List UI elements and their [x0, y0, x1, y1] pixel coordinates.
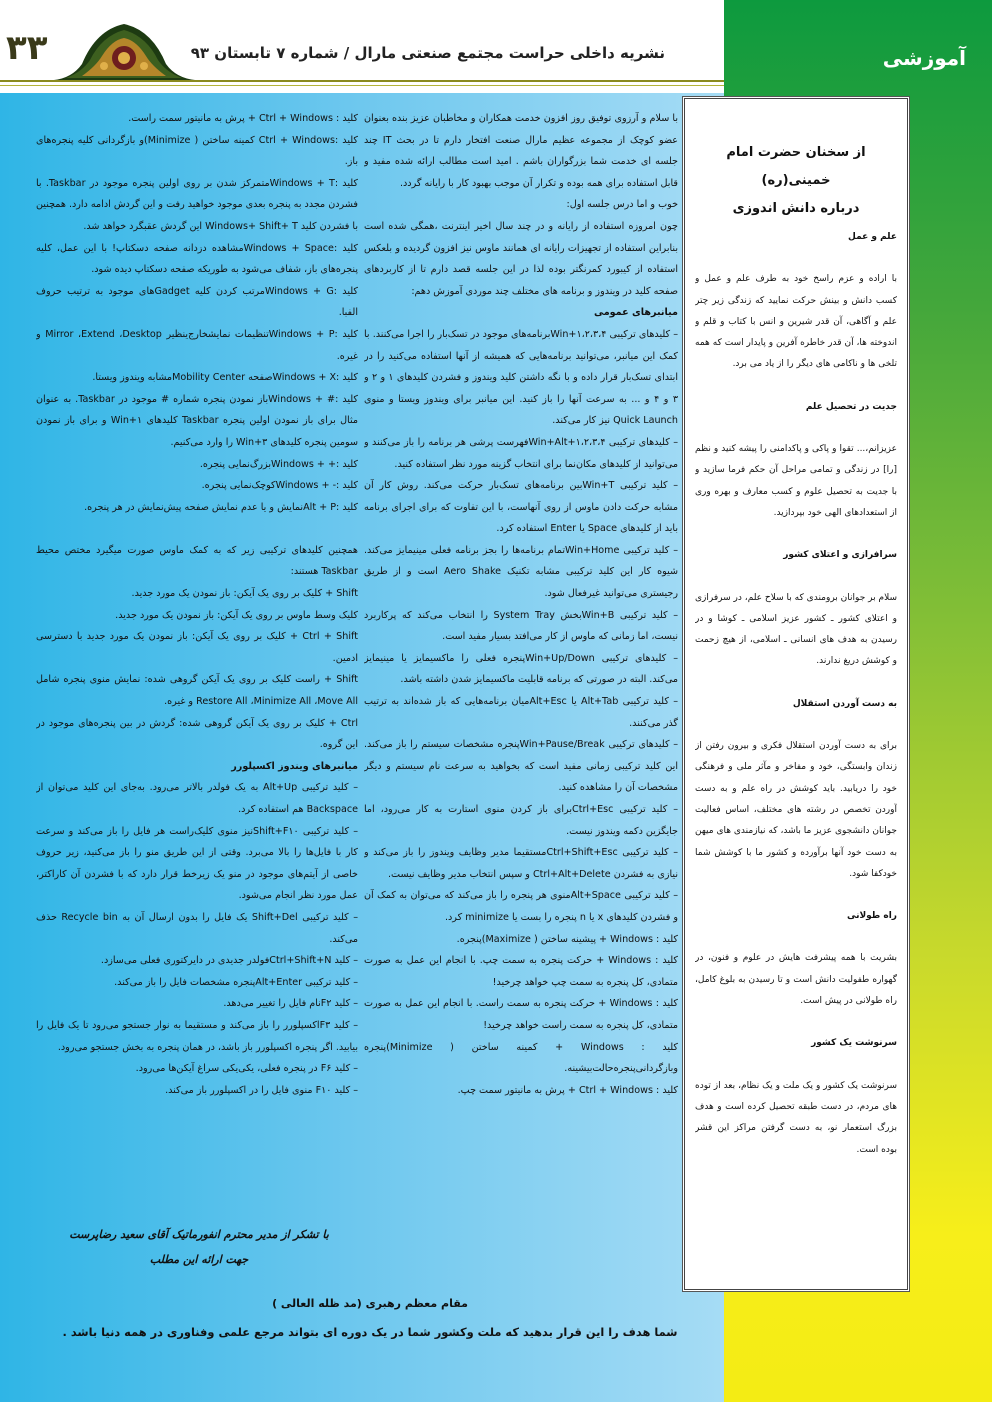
section-label: آموزشی	[882, 46, 966, 70]
paragraph: کلید : Windows + پیشینه ساختن ( Maximize)پنجره.	[456, 933, 678, 945]
paragraph: – کلید F۱۰ منوی فایل را در اکسپلورر باز می‌کند.	[165, 1084, 358, 1096]
paragraph	[36, 518, 358, 540]
paragraph: – کلید ترکیبی Alt+Tab یا Alt+Escمیان برنامه‌هایی که باز شده‌اند به ترتیب گذر می‌کنند.	[364, 696, 678, 729]
paragraph: – کلید ترکیبی Ctrl+Escبرای باز کردن منوی استارت به کار می‌رود، اما جایگزین دکمه ویندوز نیست.	[364, 804, 678, 837]
sidebar-quote-box	[684, 98, 908, 1290]
paragraph: – کلید F۳اکسپلورر را باز می‌کند و مستقیما به نوار جستجو می‌رود تا یک فایل را بیابید. اگر پنجره اکسپلورر باز باشد، در همان پنجره به بخش جستجو می‌رود.	[36, 1019, 358, 1053]
paragraph: – کلید ترکیبی Shift+F۱۰نیز منوی کلیک‌راست هر فایل را باز می‌کند و سرعت کار با فایل‌ها را بالا می‌برد. وقتی از این طریق منو را باز می‌کنید، زیر حروف خاصی از آیتم‌های موجود در منو یک زیرخط قرار دارد که با فشردن آن کاراکتر، عمل مورد نظر انجام می‌شود.	[36, 825, 358, 902]
paragraph: – کلید F۲نام فایل را تغییر می‌دهد.	[223, 998, 358, 1010]
box-body	[695, 227, 897, 1267]
paragraph: کلیک وسط ماوس بر روی یک آیکن: باز نمودن یک مورد جدید.	[115, 609, 358, 621]
box-section-body: برای به دست آوردن استقلال فکری و بیرون رفتن از زندان وابستگی، خود و مفاخر و مآثر ملی و فرهنگی خود را دریابید. باید کوشش در راه علم و به دست آوردن تخصص در رشته های مختلف، اساس فعالیت جوانان دانشجوی عزیز ما باشد، که نیازمندی های میهن به دست خود آنها برآورده و کشور ما با کوشش شما خودکفا شود.	[695, 741, 897, 879]
paragraph: – کلید ترکیبی Win+Bبخش System Tray را انتخاب می‌کند که پرکاربرد نیست، اما زمانی که ماوس از کار می‌افتد بسیار مفید است.	[364, 609, 678, 643]
box-section-heading: به دست آوردن استقلال	[792, 698, 897, 709]
paragraph: کلید :Windows + Xصفحه Mobility Centerمشابه ویندوز ویستا.	[92, 372, 358, 384]
box-section	[695, 545, 897, 672]
paragraph: – کلید F۶ در پنجره فعلی، یکی‌یکی سراغ آیکن‌ها می‌رود.	[135, 1063, 358, 1075]
paragraph: با سلام و آرزوی توفیق روز افزون خدمت همکاران و مخاطبان عزیز بنده بعنوان عضو کوچک از مجموعه عظیم مارال صنعت افتخار دارم تا در بحث IT چند جلسه ای خدمت شما بزرگواران باشم . امید است مطالب ارائه شده مفید و قابل استفاده برای همه بوده و تکرار آن موجب بهبود کار با رایانه گردد.	[364, 113, 678, 189]
box-section-body: با اراده و عزم راسخ خود به طرف علم و عمل و کسب دانش و بینش حرکت نمایید که زندگی زیر چتر علم و آگاهی، آن قدر شیرین و انس با کتاب و قلم و اندوخته ها، آن قدر خاطره آفرین و پایدار است که همه تلخی ها و ناکامی های دیگر را از یاد می برد.	[695, 274, 897, 370]
acknowledgement-line: جهت ارائه این مطلب	[149, 1253, 249, 1266]
paragraph: کلید :Windows + Gمرتب کردن کلیه Gadgetهای موجود به ترتیب حروف الفبا.	[36, 285, 358, 319]
box-section	[695, 227, 897, 376]
paragraph: – کلید ترکیبی Win+Homeتمام برنامه‌ها را بجز برنامه فعلی مینیمایز می‌کند. شیوه کار این کلید ترکیبی مشابه تکنیک Aero Shake است و از طریق رجیستری می‌توانید غیرفعال شود.	[364, 544, 678, 600]
paragraph: کلید :Windows + Spaceمشاهده دزدانه صفحه دسکتاپ! با این عمل، کلیه پنجره‌های باز، شفاف می‌شود به طوریکه صفحه دسکتاپ دیده شود.	[36, 242, 358, 276]
paragraph: کلید : Windows + حرکت پنجره به سمت چپ. با انجام این عمل به صورت متمادی، کل پنجره به سمت چپ خواهد چرخید!	[364, 955, 678, 988]
paragraph: کلید :# + Windowsباز نمودن پنجره شماره # موجود در Taskbar. به عنوان مثال برای باز نمودن اولین پنجره Taskbar کلیدهای Win+۱ و برای باز نمودن سومین پنجره کلیدهای Win+۳ را وارد می‌کنیم.	[36, 393, 358, 448]
box-section	[695, 397, 897, 524]
paragraph: – کلید Ctrl+Shift+Nفولدر جدیدی در دایرکتوری فعلی می‌سازد.	[100, 955, 358, 967]
paragraph: کلید :Alt + Pنمایش و یا عدم نمایش صفحه پیش‌نمایش در هر پنجره.	[84, 501, 358, 513]
article-column-right	[364, 108, 678, 1268]
paragraph: – کلید ترکیبی Alt+Up به یک فولدر بالاتر می‌رود. به‌جای این کلید می‌توان از Backspace هم استفاده کرد.	[36, 782, 358, 815]
paragraph: – کلید ترکیبی Ctrl+Shift+Escمستقیما مدیر وظایف ویندوز را باز می‌کند و نیازی به فشردن Ctrl+Alt+Delete و سپس انتخاب مدیر وظایف نیست.	[364, 847, 678, 880]
box-section-heading: سرافرازی و اعتلای کشور	[783, 550, 897, 561]
box-title	[693, 139, 899, 223]
paragraph: – کلید ترکیبی Win+Tبین برنامه‌های تسک‌بار حرکت می‌کند. روش کار آن مشابه حرکت دادن ماوس از روی آنهاست، با این تفاوت که برای اجرای برنامه باید از کلیدهای Space یا Enter استفاده کرد.	[364, 480, 678, 535]
box-section-body: سلام بر جوانان برومندی که با سلاح علم، در سرفرازی و اعتلای کشور ـ کشور عزیز اسلامی ـ کوشا و در رسیدن به هدف های انسانی ـ اسلامی، از هیچ زحمت و کوشش دریغ ندارند.	[695, 592, 897, 667]
paragraph: Shift + راست کلیک بر روی یک آیکن گروهی شده: نمایش منوی پنجره شامل Restore All ،Minimize All ،Move All و غیره.	[36, 674, 358, 708]
article-column-left	[36, 108, 358, 1268]
paragraph: – کلید ترکیبی Alt+Enterپنجره مشخصات فایل را باز می‌کند.	[114, 976, 358, 988]
box-section	[695, 694, 897, 885]
paragraph: خوب و اما درس جلسه اول:	[566, 199, 678, 211]
header-rule-thin	[0, 85, 724, 86]
paragraph: کلید :Windows + Pتنظیمات نمایشخارج‌ینظیر Mirror ،Extend ،Desktop و غیره.	[36, 328, 358, 362]
box-title-line: درباره دانش اندوزی	[732, 201, 860, 216]
paragraph: همچنین کلیدهای ترکیبی زیر که به کمک ماوس صورت میگیرد مختص محیط Taskbar هستند:	[36, 544, 358, 578]
page-number: ۳۳	[6, 28, 48, 68]
section-heading: میانبرهای ویندوز اکسپلورر	[231, 760, 358, 772]
acknowledgement	[40, 1222, 358, 1272]
paragraph: کلید :Windows + Tمتمرکز شدن بر روی اولین پنجره موجود در Taskbar. با فشردن مجدد به پنجره بعدی موجود خواهید رفت و این گردش ادامه دارد. همچنین با فشردن کلید Windows+ Shift+ T این گردش عقبگرد خواهد شد.	[36, 177, 358, 232]
quote-text: شما هدف را این قرار بدهید که ملت وکشور شما در یک دوره ای بتواند مرجع علمی وفناوری در همه دنیا باشد .	[62, 1325, 678, 1339]
paragraph: – کلیدهای ترکیبی Win+۱،۲،۳،۴برنامه‌های موجود در تسک‌بار را اجرا می‌کنند. با کمک این میانبر، می‌توانید برنامه‌هایی که همیشه از آنها استفاده می‌کنید را در ابتدای تسک‌بار قرار داده و با نگه داشتن کلید ویندوز و فشردن کلیدهای ۱ و ۲ و ۳ و ۴ و ... به سرعت آنها را باز کنید. این میانبر برای ویندوز ویستا و منوی Quick Launch نیز کار می‌کند.	[364, 328, 678, 427]
paragraph: Ctrl + Shift + کلیک بر روی یک آیکن: باز نمودن یک مورد جدید با دسترسی ادمین.	[36, 631, 358, 664]
paragraph: – کلیدهای ترکیبی Win+Pause/Breakپنجره مشخصات سیستم را باز می‌کند. این کلید ترکیبی زمانی مفید است که بخواهید به سرعت نام سیستم و دیگر مشخصات آن را مشاهده کنید.	[364, 739, 678, 794]
box-title-line: از سخنان حضرت امام خمینی(ره)	[726, 145, 866, 188]
paragraph: کلید : Windows + کمینه ساختن ( Minimize)پنجره وبازگردانی‌پنجره‌حالت‌بیشینه.	[364, 1041, 678, 1075]
paragraph: – کلید ترکیبی Alt+Spaceمنوی هر پنجره را باز می‌کند که می‌توان به کمک آن و فشردن کلیدهای x یا n پنجره را بست یا minimize کرد.	[364, 890, 678, 923]
box-section-body: بشریت با همه پیشرفت هایش در علوم و فنون، در گهواره طفولیت دانش است و تا رسیدن به بلوغ کامل، راه طولانی در پیش است.	[695, 953, 897, 1007]
paragraph: کلید : Ctrl + Windows + پرش به مانیتور سمت راست.	[128, 113, 358, 124]
paragraph: کلید : Ctrl + Windows + پرش به مانیتور سمت چپ.	[457, 1084, 678, 1096]
box-section-heading: راه طولانی	[846, 911, 897, 922]
paragraph: – کلیدهای ترکیبی Win+Alt+۱،۲،۳،۴فهرست پرشی هر برنامه را باز می‌کنند و می‌توانید از کلیدهای مکان‌نما برای انتخاب گزینه مورد نظر استفاده کنید.	[364, 436, 678, 470]
box-section-body: سرنوشت یک کشور و یک ملت و یک نظام، بعد از توده های مردم، در دست طبقه تحصیل کرده است و هدف بزرگ استعمار نو، به دست گرفتن مراکز این قشر بوده است.	[695, 1080, 897, 1155]
paragraph: کلید :Ctrl + Windows کمینه ساختن ( Minimize)و بازگردانی کلیه پنجره‌های باز.	[36, 134, 358, 168]
paragraph: – کلیدهای ترکیبی Win+Up/Downپنجره فعلی را ماکسیمایز یا مینیمایز می‌کند. البته در صورتی که برنامه قابلیت ماکسیمایز شدن داشته باشد.	[364, 652, 678, 686]
masthead-title: نشریه داخلی حراست مجتمع صنعتی مارال / شماره ۷ تابستان ۹۳	[190, 44, 665, 62]
box-section-heading: جدیت در تحصیل علم	[805, 401, 897, 412]
paragraph: کلید : Windows + حرکت پنجره به سمت راست. با انجام این عمل به صورت متمادی، کل پنجره به سمت راست خواهد چرخید!	[364, 998, 678, 1031]
paragraph: چون امروزه استفاده از رایانه و در چند سال اخیر اینترنت ،همگی شده است بنابراین استفاده از تجهیزات رایانه ای همانند ماوس نیز افزون گردیده و بلعکس استفاده از کیبورد کمرنگتر بوده لذا در این جلسه قصد دارم تا از کاربردهای صفحه کلید در ویندوز و برنامه های مختلف چند موردی آموزش دهم:	[364, 220, 678, 297]
header-rule	[0, 80, 724, 82]
box-section-heading: سرنوشت یک کشور	[811, 1038, 897, 1049]
paragraph: Shift + کلیک بر روی یک آیکن: باز نمودن یک مورد جدید.	[131, 588, 358, 600]
paragraph: کلید :- + Windowsکوچک‌نمایی پنجره.	[201, 480, 358, 492]
paragraph: – کلید ترکیبی Shift+Del یک فایل را بدون ارسال آن به Recycle bin حذف می‌کند.	[36, 911, 358, 945]
box-section	[695, 906, 897, 1012]
paragraph: Ctrl + کلیک بر روی یک آیکن گروهی شده: گردش در بین پنجره‌های موجود در این گروه.	[36, 717, 358, 751]
section-heading: میانبرهای عمومی	[594, 307, 678, 319]
box-section-heading: علم و عمل	[848, 232, 897, 242]
paragraph: کلید :+ + Windowsبزرگ‌نمایی پنجره.	[199, 458, 358, 470]
acknowledgement-line: با تشکر از مدیر محترم انفورماتیک آقای سعید رضاپرست	[69, 1228, 329, 1241]
box-section	[695, 1033, 897, 1160]
quote-attribution: مقام معظم رهبری (مد ظله العالی )	[272, 1297, 468, 1310]
box-section-body: عزیزانم،... تقوا و پاکی و پاکدامنی را پیشه کنید و نظم [را] در زندگی و تمامی مراحل آن حکم فرما سازید و با جدیت به تحصیل علوم و کسب معارف و بهره وری از استعدادهای الهی خود بپردازید.	[695, 444, 897, 518]
